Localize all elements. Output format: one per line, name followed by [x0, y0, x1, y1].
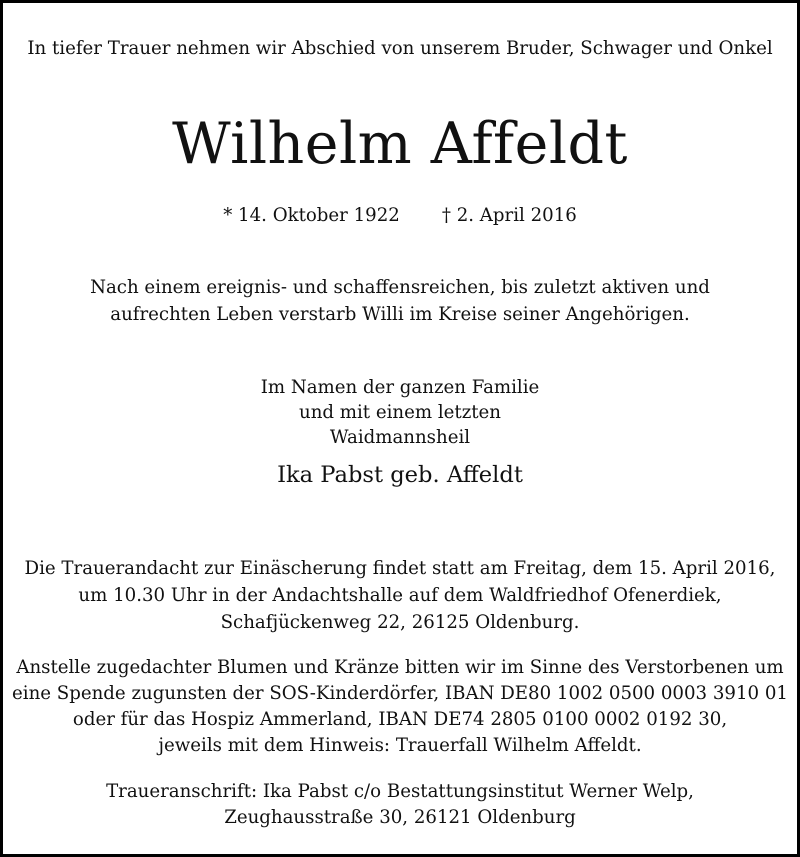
donation-line: oder für das Hospiz Ammerland, IBAN DE74 2805 0100 0002 0192 30, [72, 709, 728, 730]
ceremony-line: Die Trauerandacht zur Einäscherung findet statt am Freitag, dem 15. April 2016, [24, 558, 776, 579]
deceased-name: Wilhelm Affeldt [172, 111, 628, 177]
obituary-text-line: aufrechten Leben verstarb Willi im Kreise seiner Angehörigen. [110, 304, 690, 325]
donation-line: Anstelle zugedachter Blumen und Kränze bitten wir im Sinne des Verstorbenen um [16, 657, 784, 678]
ceremony-line: Schafjückenweg 22, 26125 Oldenburg. [220, 612, 580, 633]
obituary-text-line: Nach einem ereignis- und schaffensreichen, bis zuletzt aktiven und [90, 277, 710, 298]
family-line: Waidmannsheil [329, 427, 471, 448]
death-date: † 2. April 2016 [441, 205, 577, 226]
family-line: Im Namen der ganzen Familie [260, 377, 540, 398]
donation-line: eine Spende zugunsten der SOS-Kinderdörfer, IBAN DE80 1002 0500 0003 3910 01 [12, 683, 788, 704]
intro-line: In tiefer Trauer nehmen wir Abschied von unserem Bruder, Schwager und Onkel [27, 38, 773, 59]
address-line: Traueranschrift: Ika Pabst c/o Bestattungsinstitut Werner Welp, [106, 781, 694, 802]
birth-date: * 14. Oktober 1922 [223, 205, 400, 226]
life-dates [3, 207, 797, 225]
address-line: Zeughausstraße 30, 26121 Oldenburg [224, 807, 576, 828]
family-line: und mit einem letzten [299, 402, 501, 423]
ceremony-line: um 10.30 Uhr in der Andachtshalle auf dem Waldfriedhof Ofenerdiek, [78, 585, 722, 606]
signatory: Ika Pabst geb. Affeldt [277, 462, 523, 488]
donation-line: jeweils mit dem Hinweis: Trauerfall Wilhelm Affeldt. [158, 735, 642, 756]
